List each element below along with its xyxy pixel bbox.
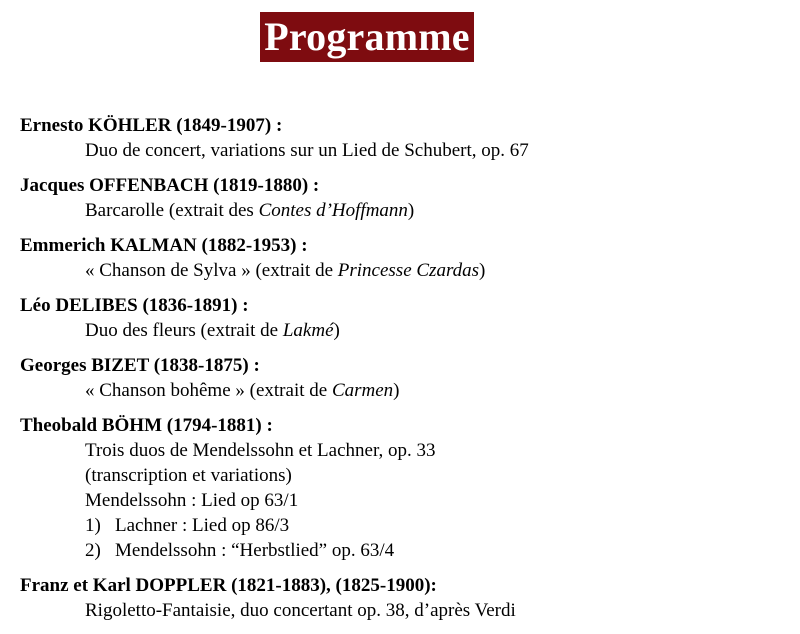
work-text: Barcarolle (extrait des (85, 200, 259, 221)
program-entry-bohm (20, 413, 790, 563)
composer-name: Jacques OFFENBACH (1819-1880) : (20, 175, 320, 196)
composer-name: Georges BIZET (1838-1875) : (20, 355, 260, 376)
work-text-end: ) (393, 380, 400, 401)
work-title (20, 318, 790, 343)
numbered-item (20, 538, 790, 563)
item-number: 1) (85, 515, 101, 536)
composer-name: Ernesto KÖHLER (1849-1907) : (20, 115, 283, 136)
item-text: Lachner : Lied op 86/3 (115, 515, 290, 536)
work-title (20, 258, 790, 283)
work-italic-title: Contes d’Hoffmann (258, 200, 408, 221)
program-entry-kohler (20, 113, 790, 163)
numbered-item (20, 513, 790, 538)
work-text-end: ) (479, 260, 486, 281)
program-entry-delibes (20, 293, 790, 343)
work-text: « Chanson de Sylva » (extrait de (85, 260, 338, 281)
item-text: Mendelssohn : “Herbstlied” op. 63/4 (115, 540, 395, 561)
work-italic-title: Carmen (331, 380, 394, 401)
composer-name: Franz et Karl DOPPLER (1821-1883), (1825-1900): (20, 575, 437, 596)
composer-name: Theobald BÖHM (1794-1881) : (20, 415, 273, 436)
work-title: Rigoletto-Fantaisie, duo concertant op. 38, d’après Verdi (85, 600, 516, 621)
work-italic-title: Princesse Czardas (337, 260, 480, 281)
work-text-end: ) (407, 200, 415, 221)
program-entry-offenbach (20, 173, 790, 223)
work-detail: Mendelssohn : Lied op 63/1 (85, 490, 299, 511)
item-number: 2) (85, 540, 101, 561)
work-title: Trois duos de Mendelssohn et Lachner, op. 33 (85, 440, 436, 461)
program-entry-kalman (20, 233, 790, 283)
work-subtitle: (transcription et variations) (85, 465, 292, 486)
title-container (0, 12, 734, 62)
work-text: Duo des fleurs (extrait de (85, 320, 283, 341)
work-title (20, 378, 790, 403)
program-list (20, 113, 790, 633)
composer-name: Léo DELIBES (1836-1891) : (20, 295, 249, 316)
program-entry-bizet (20, 353, 790, 403)
composer-name: Emmerich KALMAN (1882-1953) : (20, 235, 308, 256)
work-italic-title: Lakmé (282, 320, 334, 341)
work-title: Duo de concert, variations sur un Lied de Schubert, op. 67 (85, 140, 529, 161)
work-text: « Chanson bohême » (extrait de (85, 380, 332, 401)
work-title (20, 198, 790, 223)
program-entry-doppler (20, 573, 790, 623)
work-text-end: ) (333, 320, 340, 341)
page-title: Programme (260, 12, 473, 62)
